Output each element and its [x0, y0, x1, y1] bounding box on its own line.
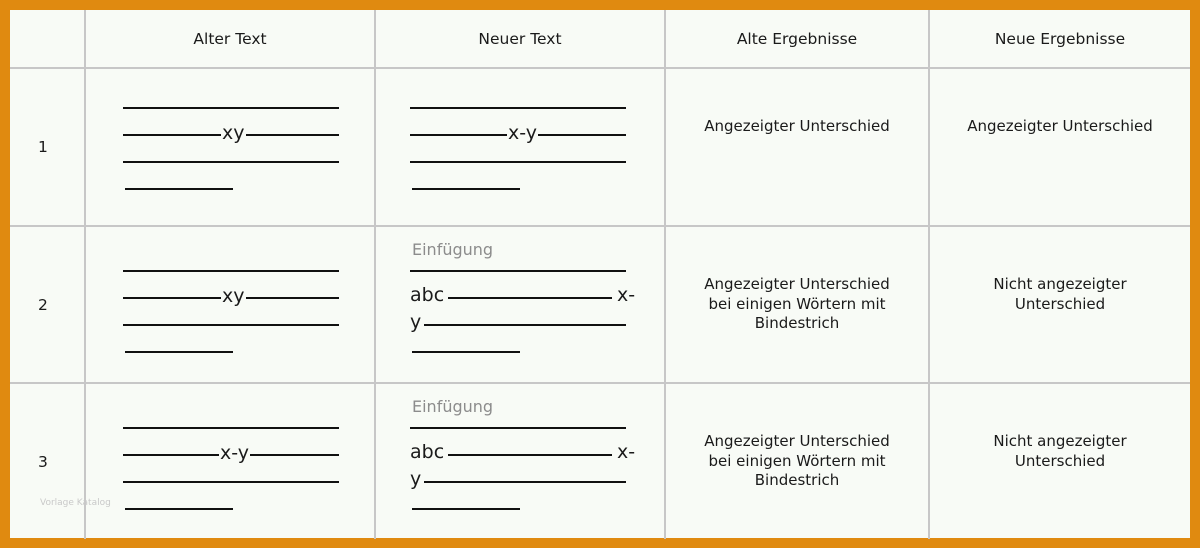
- header-old-results: Alte Ergebnisse: [665, 10, 929, 68]
- old-result-text: Angezeigter Unterschied bei einigen Wörtern mit Bindestrich: [704, 432, 890, 489]
- row-number: 1: [10, 68, 85, 226]
- text-line: [412, 188, 520, 190]
- word-label: xy: [222, 122, 245, 144]
- old-result-text: Angezeigter Unterschied bei einigen Wörtern mit Bindestrich: [704, 275, 890, 332]
- word-label: x-y: [508, 122, 538, 144]
- old-text-diagram: [86, 227, 374, 382]
- hyphenated-word-part1: x-: [617, 441, 636, 463]
- new-text-cell: [375, 68, 665, 226]
- new-result-text: Nicht angezeigter Unterschied: [993, 275, 1127, 313]
- table-row: [10, 226, 1190, 383]
- old-result-cell: [665, 383, 929, 539]
- word-label: x-y: [220, 442, 250, 464]
- watermark: Vorlage Katalog: [40, 498, 111, 508]
- hyphenated-word-part1: x-: [617, 284, 636, 306]
- old-result-text: Angezeigter Unterschied: [704, 117, 890, 135]
- text-line: [448, 454, 612, 456]
- new-result-cell: [929, 226, 1190, 383]
- text-line: [412, 351, 520, 353]
- text-line: [410, 107, 626, 109]
- text-line: [123, 161, 339, 163]
- insertion-label: Einfügung: [412, 240, 494, 259]
- old-result-cell: [665, 68, 929, 226]
- header-old-text: Alter Text: [85, 10, 375, 68]
- new-text-cell: [375, 383, 665, 539]
- text-line: [410, 161, 626, 163]
- comparison-table: [10, 10, 1190, 539]
- text-line: [448, 297, 612, 299]
- old-result-cell: [665, 226, 929, 383]
- text-line: [123, 324, 339, 326]
- old-text-diagram: [86, 384, 374, 539]
- header-num: [10, 10, 85, 68]
- word-label: xy: [222, 285, 245, 307]
- new-text-diagram: [376, 384, 664, 539]
- hyphenated-word-part2: y: [410, 311, 422, 333]
- text-line: [410, 270, 626, 272]
- text-line: [424, 481, 626, 483]
- header-row: [10, 10, 1190, 68]
- new-text-cell: [375, 226, 665, 383]
- new-result-cell: [929, 383, 1190, 539]
- text-line: [412, 508, 520, 510]
- old-text-diagram: [86, 69, 374, 225]
- text-line: [123, 427, 339, 429]
- text-line: [123, 107, 339, 109]
- new-result-cell: [929, 68, 1190, 226]
- new-text-diagram: [376, 227, 664, 382]
- text-line: [125, 508, 233, 510]
- header-new-text: Neuer Text: [375, 10, 665, 68]
- inserted-word: abc: [410, 441, 445, 463]
- old-text-cell: [85, 226, 375, 383]
- table-row: [10, 68, 1190, 226]
- old-text-cell: [85, 68, 375, 226]
- text-line: [424, 324, 626, 326]
- old-text-cell: [85, 383, 375, 539]
- row-number: 3: [10, 383, 85, 539]
- table-row: [10, 383, 1190, 539]
- header-new-results: Neue Ergebnisse: [929, 10, 1190, 68]
- row-number: 2: [10, 226, 85, 383]
- new-text-diagram: [376, 69, 664, 225]
- text-line: [123, 270, 339, 272]
- text-line: [410, 427, 626, 429]
- text-line: [125, 188, 233, 190]
- new-result-text: Nicht angezeigter Unterschied: [993, 432, 1127, 470]
- text-line: [125, 351, 233, 353]
- new-result-text: Angezeigter Unterschied: [967, 117, 1153, 135]
- text-line: [123, 481, 339, 483]
- inserted-word: abc: [410, 284, 445, 306]
- insertion-label: Einfügung: [412, 397, 494, 416]
- comparison-frame: [10, 10, 1190, 538]
- hyphenated-word-part2: y: [410, 468, 422, 490]
